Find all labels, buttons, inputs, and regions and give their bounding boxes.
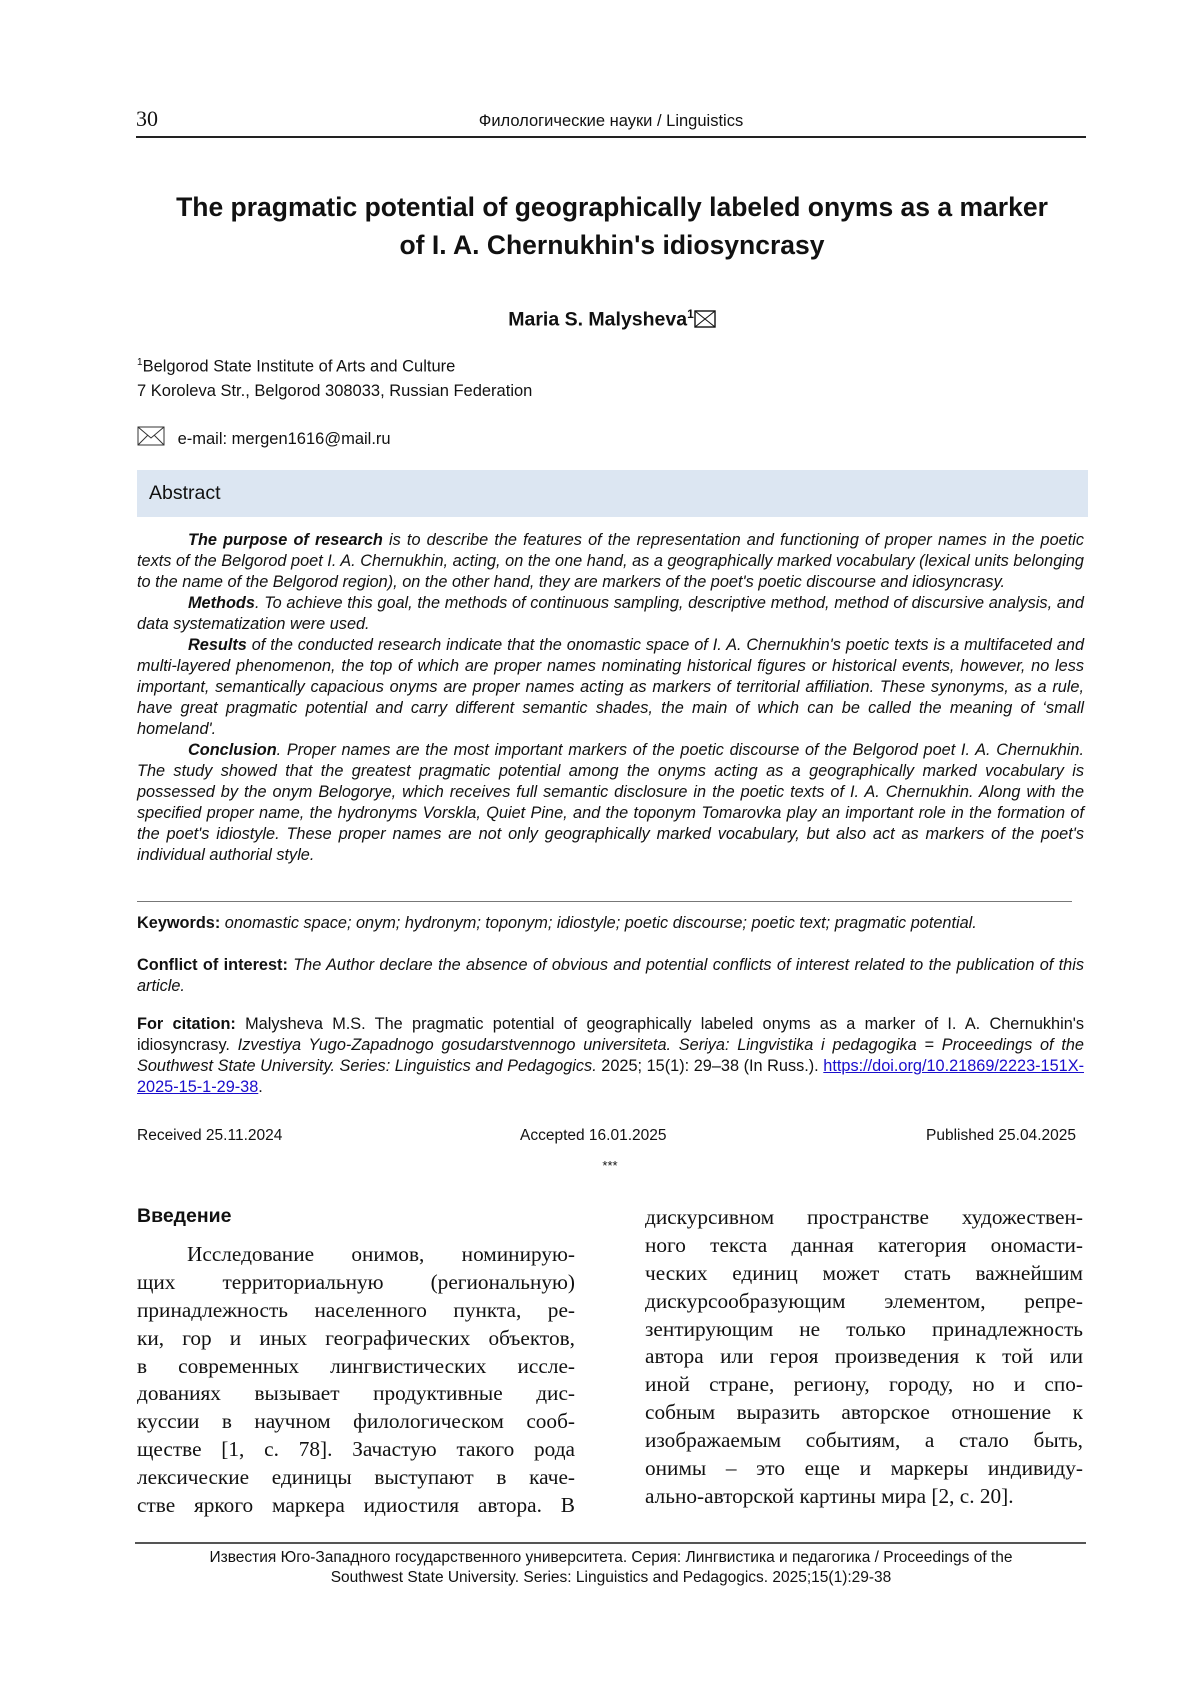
body-text-line: ческих единиц может стать важнейшим <box>645 1260 1083 1285</box>
body-text-line: в современных лингвистических иссле- <box>137 1353 575 1378</box>
body-text-line: куссии в научном филологическом сооб- <box>137 1409 575 1434</box>
body-text-line: дискурсообразующим элементом, репре- <box>645 1288 1083 1313</box>
author <box>120 307 1104 334</box>
body-text-line: онимы – это еще и маркеры индивиду- <box>645 1456 1083 1481</box>
purpose-text: is to describe the features of the representation and functioning of proper names in the poetic texts of the Belgorod poet I. A. Chernukhin, acting, on the one hand, as a geographically marked vocabulary (lexical units belonging to the name of the Belgorod region), on the other hand, they are markers of the poet's poetic discourse and idiosyncrasy. <box>137 531 1084 591</box>
author-sup: 1 <box>687 307 694 321</box>
abstract-rule <box>137 901 1072 902</box>
body-text-line: дискурсивном пространстве художествен- <box>645 1205 1083 1229</box>
envelope-icon <box>137 426 165 451</box>
address: 7 Koroleva Str., Belgorod 308033, Russian Federation <box>137 382 533 400</box>
citation-label: For citation: <box>137 1015 236 1033</box>
section-separator: *** <box>602 1158 618 1173</box>
body-column-left <box>137 1241 575 1520</box>
abstract-methods <box>137 593 1084 635</box>
abstract-results <box>137 635 1084 740</box>
keywords-label: Keywords: <box>137 914 221 932</box>
footer-rule <box>135 1542 1086 1544</box>
intro-heading: Введение <box>137 1205 232 1227</box>
body-text-line: ально-авторской картины мира [2, с. 20]. <box>645 1483 1014 1508</box>
body-column-right <box>645 1204 1083 1511</box>
envelope-icon[interactable] <box>694 310 716 334</box>
title-line: The pragmatic potential of geographically labeled onyms as a marker <box>176 192 1048 222</box>
published-date: Published 25.04.2025 <box>926 1127 1076 1144</box>
body-text-line: лексические единицы выступают в каче- <box>137 1465 575 1490</box>
received-date: Received 25.11.2024 <box>137 1127 283 1144</box>
methods-text: . To achieve this goal, the methods of continuous sampling, descriptive method, method of discursive analysis, and data systematization were used. <box>137 594 1084 633</box>
affiliation-sup: 1 <box>137 357 143 368</box>
body-text-line: стве яркого маркера идиостиля автора. В <box>137 1493 575 1518</box>
body-text-line: принадлежность населенного пункта, ре- <box>137 1297 575 1322</box>
accepted-date: Accepted 16.01.2025 <box>520 1127 667 1144</box>
keywords <box>137 913 1084 934</box>
article-title <box>120 188 1104 264</box>
citation-end: . <box>258 1078 263 1096</box>
page-number: 30 <box>136 106 158 131</box>
email-line <box>137 426 391 451</box>
body-text-line: Исследование онимов, номинирую- <box>187 1242 575 1266</box>
citation-text: Malysheva M.S. The pragmatic potential of geographically labeled onyms as a marker of I. A. Chernukhin's idiosyncrasy. <box>137 1015 1085 1054</box>
body-text-line: изображаемым событиям, а стало быть, <box>645 1428 1083 1453</box>
body-text-line: ного текста данная категория ономасти- <box>645 1232 1083 1257</box>
header-rule <box>136 136 1086 138</box>
running-title: Филологические науки / Linguistics <box>478 112 744 130</box>
methods-label: Methods <box>188 594 255 612</box>
body-text-line: собным выразить авторское отношение к <box>645 1400 1083 1425</box>
doi-link[interactable]: https://doi.org/10.21869/2223-151X-2025-15-1-29-38 <box>137 1057 1084 1096</box>
body-text-line: иной стране, региону, городу, но и спо- <box>645 1372 1083 1397</box>
body-text-line: ществе [1, с. 78]. Зачастую такого рода <box>137 1437 575 1462</box>
email-text[interactable]: e-mail: mergen1616@mail.ru <box>177 430 391 448</box>
author-name: Maria S. Malysheva <box>508 308 688 331</box>
abstract-purpose <box>137 530 1084 593</box>
conclusion-label: Conclusion <box>188 741 277 759</box>
keywords-text: onomastic space; onym; hydronym; toponym; idiostyle; poetic discourse; poetic text; pragmatic potential. <box>220 914 977 932</box>
results-text: of the conducted research indicate that the onomastic space of I. A. Chernukhin's poetic texts is a multifaceted and multi-layered phenomenon, the top of which are proper names nominating historical figures or historical events, however, no less important, semantically capacious onyms are proper names acting as markers of territorial affiliation. These synonyms, as a rule, have great pragmatic potential and carry different semantic shades, the main of which can be called the meaning of ‘small homeland'. <box>137 636 1084 738</box>
citation-details: 2025; 15(1): 29–38 (In Russ.). <box>596 1057 824 1075</box>
conflict-of-interest <box>137 955 1084 997</box>
body-text-line: дованиях вызывает продуктивные дис- <box>137 1381 575 1406</box>
footer-line: Известия Юго-Западного государственного университета. Серия: Лингвистика и педагогика / Proceedings of the <box>209 1549 1013 1566</box>
affiliation-text: Belgorod State Institute of Arts and Culture <box>142 357 456 376</box>
citation <box>137 1014 1084 1098</box>
footer-line: Southwest State University. Series: Linguistics and Pedagogics. 2025;15(1):29-38 <box>330 1569 892 1586</box>
abstract-body <box>137 530 1084 866</box>
abstract-conclusion <box>137 740 1084 866</box>
conflict-text: The Author declare the absence of obvious and potential conflicts of interest related to the publication of this article. <box>137 956 1084 995</box>
affiliation <box>137 357 455 377</box>
title-line: of I. A. Chernukhin's idiosyncrasy <box>399 230 825 260</box>
body-text-line: зентирующим не только принадлежность <box>645 1316 1083 1341</box>
body-text-line: ки, гор и иных географических объектов, <box>137 1325 575 1350</box>
body-text-line: щих территориальную (региональную) <box>137 1269 575 1294</box>
conflict-label: Conflict of interest: <box>137 956 288 974</box>
footer <box>136 1548 1086 1588</box>
citation-journal: Izvestiya Yugo-Zapadnogo gosudarstvennogo universiteta. Seriya: Lingvistika i pedagogika = Proceedings of the Southwest State University. Series: Linguistics and Pedagogics. <box>137 1036 1084 1075</box>
body-text-line: автора или героя произведения к той или <box>645 1344 1083 1369</box>
purpose-label: The purpose of research <box>188 531 383 549</box>
conclusion-text: . Proper names are the most important markers of the poetic discourse of the Belgorod poet I. A. Chernukhin. The study showed that the greatest pragmatic potential among the onyms acting as a geographically marked vocabulary is possessed by the onym Belogorye, which receives full semantic disclosure in the poetic texts of I. A. Chernukhin. Along with the specified proper name, the hydronyms Vorskla, Quiet Pine, and the toponym Tomarovka play an important role in the formation of the poet's idiostyle. These proper names are not only geographically marked vocabulary, but also act as markers of the poet's individual authorial style. <box>137 741 1084 864</box>
abstract-heading: Abstract <box>149 482 221 504</box>
results-label: Results <box>188 636 247 654</box>
abstract-header-bar <box>137 470 1088 517</box>
